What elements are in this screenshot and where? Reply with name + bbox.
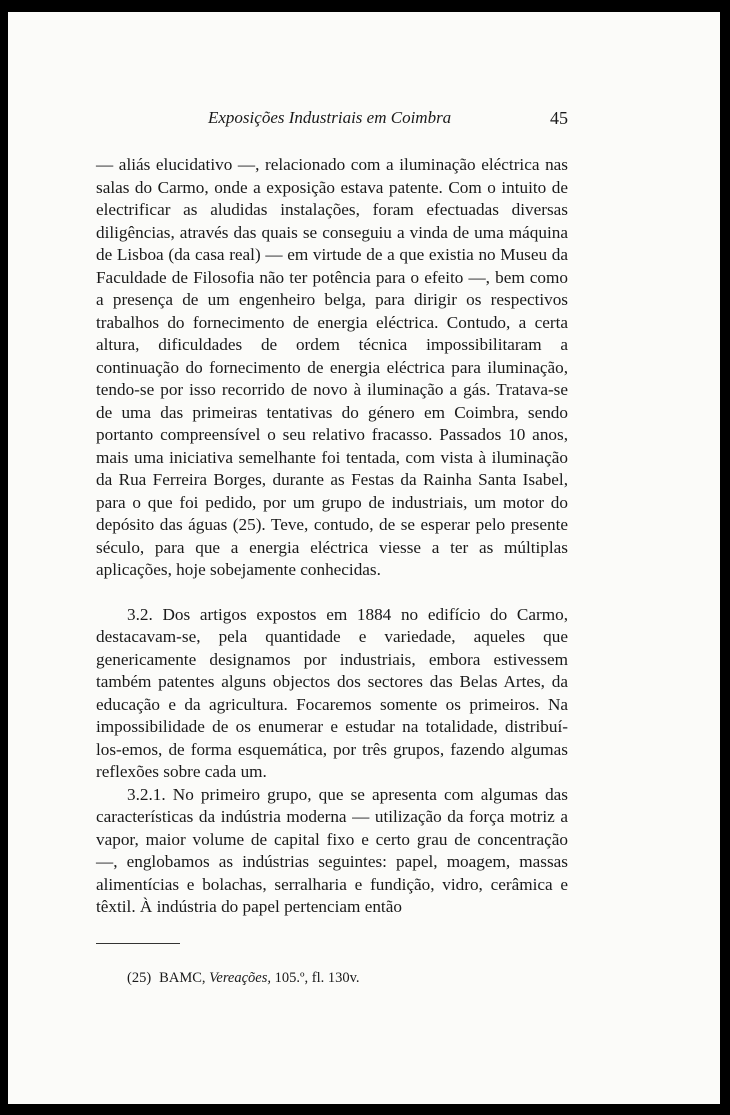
page-content xyxy=(96,108,568,987)
footnote-title: Vereações, xyxy=(209,969,272,986)
footnote-source: BAMC, xyxy=(159,969,206,986)
footnote-separator xyxy=(96,943,180,944)
body-paragraph-1: — aliás elucidativo —, relacionado com a iluminação eléctrica nas salas do Carmo, onde a exposição estava patente. Com o intuito de electrificar as aludidas instalações, foram efectuadas diversas diligências, através das quais se conseguiu a vinda de uma máquina de Lisboa (da casa real) — em virtude de a que existia no Museu da Faculdade de Filosofia não ter potência para o efeito —, bem como a presença de um engenheiro belga, para dirigir os respectivos trabalhos do fornecimento de energia eléctrica. Contudo, a certa altura, dificuldades de ordem técnica impossibilitaram a continuação do fornecimento de energia eléctrica para iluminação, tendo-se por isso recorrido de novo à iluminação a gás. Tratava-se de uma das primeiras tentativas do género em Coimbra, sendo portanto compreensível o seu relativo fracasso. Passados 10 anos, mais uma iniciativa semelhante foi tentada, com vista à iluminação da Rua Ferreira Borges, durante as Festas da Rainha Santa Isabel, para o que foi pedido, por um grupo de industriais, um motor do depósito das águas (25). Teve, contudo, de se esperar pelo presente século, para que a energia eléctrica viesse a ter as múltiplas aplicações, hoje sobejamente conhecidas. xyxy=(96,155,568,579)
running-title: Exposições Industriais em Coimbra xyxy=(208,108,452,127)
book-page xyxy=(8,12,720,1104)
footnote xyxy=(127,969,568,987)
body-paragraph-3: 3.2.1. No primeiro grupo, que se apresenta com algumas das características da indústria moderna — utilização da força motriz a vapor, maior volume de capital fixo e certo grau de concentração —, englobamos as indústrias seguintes: papel, moagem, massas alimentícias e bolachas, serralharia e fundição, vidro, cerâmica e têxtil. À indústria do papel pertenciam então xyxy=(96,784,568,916)
footnote-locator: 105.º, fl. 130v. xyxy=(274,969,360,986)
body-paragraph-2: 3.2. Dos artigos expostos em 1884 no edifício do Carmo, destacavam-se, pela quantidade e variedade, aqueles que genericamente designamos por industriais, embora estivessem também patentes alguns objectos dos sectores das Belas Artes, da educação e da agricultura. Focaremos somente os primeiros. Na impossibilidade de os enumerar e estudar na totalidade, distribuí-los-emos, de forma esquemática, por três grupos, fazendo algumas reflexões sobre cada um. xyxy=(96,604,568,781)
footnote-number: (25) xyxy=(127,969,152,986)
page-number: 45 xyxy=(550,108,568,128)
page-header xyxy=(96,108,568,132)
